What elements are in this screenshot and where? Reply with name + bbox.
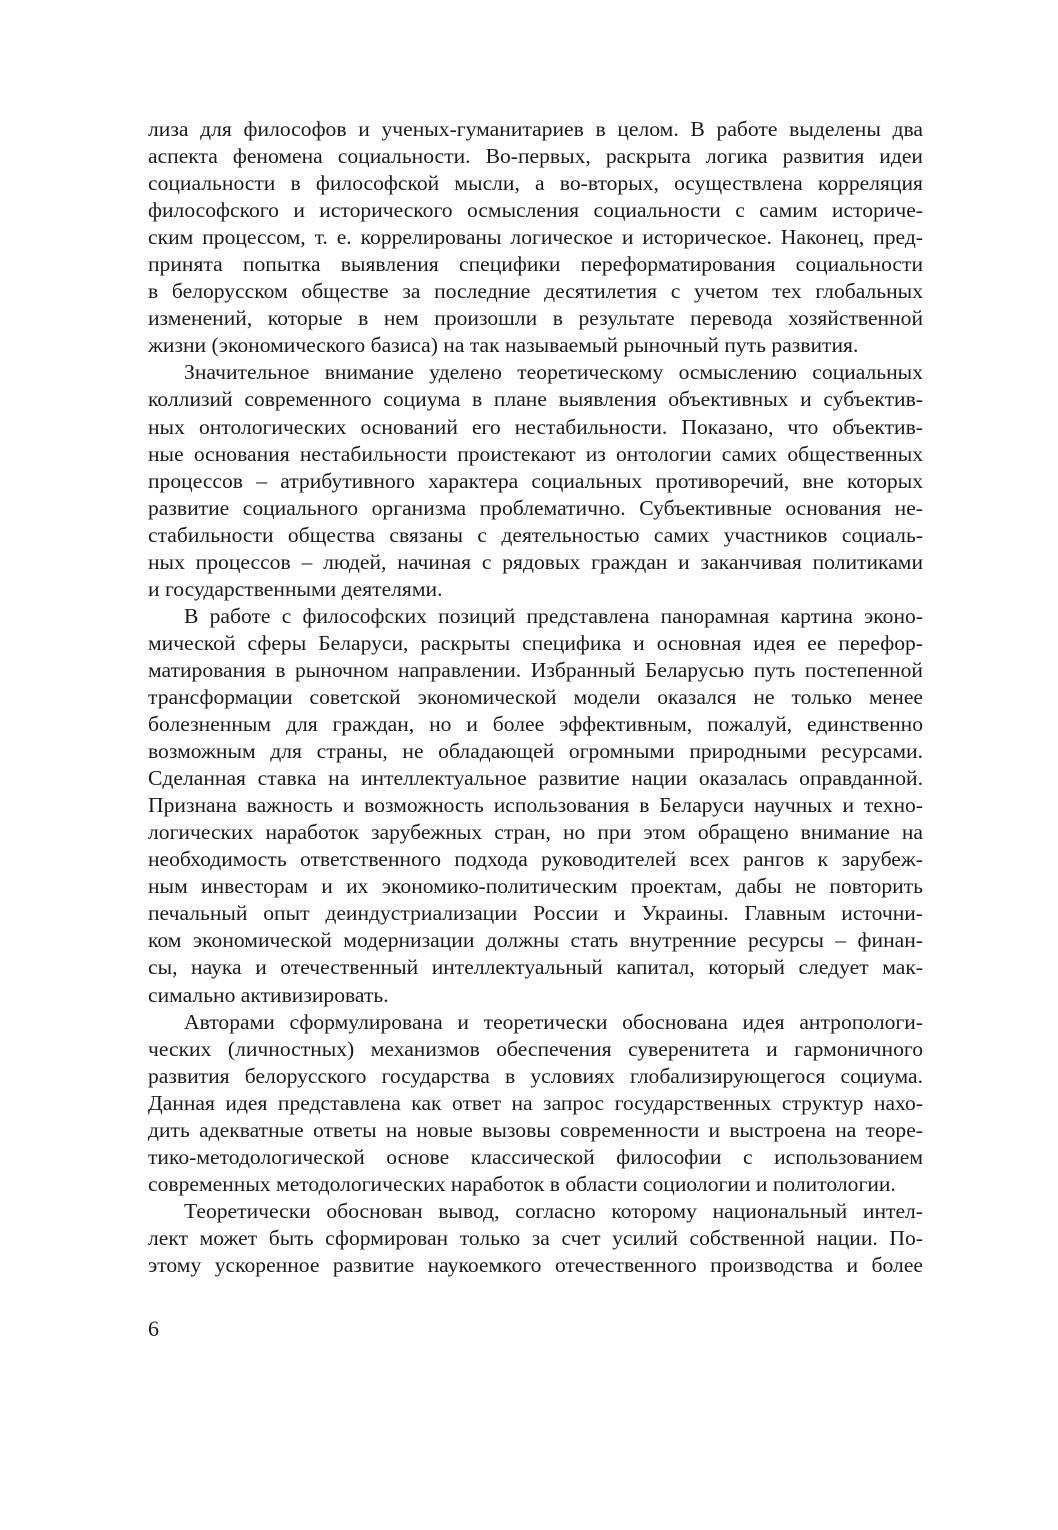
- text-line: дить адекватные ответы на новые вызовы современности и выстроена на теоре-: [148, 1117, 923, 1142]
- text-line: аспекта феномена социальности. Во-первых, раскрыта логика развития идеи: [148, 144, 923, 169]
- text-line: ческих (личностных) механизмов обеспечения суверенитета и гармоничного: [148, 1036, 923, 1061]
- text-line: ных процессов – людей, начиная с рядовых граждан и заканчивая политиками: [148, 549, 923, 574]
- text-line: ных онтологических оснований его нестабильности. Показано, что объектив-: [148, 414, 923, 439]
- text-line: необходимость ответственного подхода руководителей всех рангов к зарубеж-: [148, 847, 923, 872]
- text-line: Теоретически обоснован вывод, согласно которому национальный интел-: [184, 1198, 923, 1223]
- text-line: коллизий современного социума в плане выявления объективных и субъектив-: [148, 387, 923, 412]
- text-line: логических наработок зарубежных стран, но при этом обращено внимание на: [148, 820, 923, 845]
- text-line: болезненным для граждан, но и более эффективным, пожалуй, единственно: [148, 712, 923, 737]
- text-line: и государственными деятелями.: [148, 576, 443, 601]
- text-line: жизни (экономического базиса) на так называемый рыночный путь развития.: [148, 333, 859, 358]
- text-line: трансформации советской экономической модели оказался не только менее: [148, 684, 923, 709]
- text-line: Признана важность и возможность использования в Беларуси научных и техно-: [148, 793, 923, 818]
- text-line: процессов – атрибутивного характера социальных противоречий, вне которых: [148, 468, 923, 493]
- text-line: ные основания нестабильности проистекают из онтологии самих общественных: [148, 441, 923, 466]
- text-line: В работе с философских позиций представлена панорамная картина эконо-: [184, 603, 923, 628]
- body-text: [148, 116, 923, 1279]
- page-number: 6: [148, 1316, 159, 1341]
- text-line: Авторами сформулирована и теоретически обоснована идея антропологи-: [184, 1009, 923, 1034]
- text-line: Данная идея представлена как ответ на запрос государственных структур нахо-: [148, 1090, 923, 1115]
- text-line: этому ускоренное развитие наукоемкого отечественного производства и более: [148, 1252, 923, 1277]
- text-line: ным инвесторам и их экономико-политическим проектам, дабы не повторить: [148, 874, 923, 899]
- text-line: сы, наука и отечественный интеллектуальный капитал, который следует мак-: [148, 955, 923, 980]
- text-line: в белорусском обществе за последние десятилетия с учетом тех глобальных: [148, 279, 923, 304]
- text-line: социальности в философской мысли, а во-вторых, осуществлена корреляция: [148, 171, 923, 196]
- text-line: Сделанная ставка на интеллектуальное развитие нации оказалась оправданной.: [148, 766, 923, 791]
- text-line: развитие социального организма проблематично. Субъективные основания не-: [148, 495, 923, 520]
- text-line: лект может быть сформирован только за счет усилий собственной нации. По-: [148, 1225, 923, 1250]
- text-line: печальный опыт деиндустриализации России и Украины. Главным источни-: [148, 901, 923, 926]
- text-line: принята попытка выявления специфики переформатирования социальности: [148, 252, 923, 277]
- text-line: тико-методологической основе классической философии с использованием: [148, 1144, 923, 1169]
- text-line: матирования в рыночном направлении. Избранный Беларусью путь постепенной: [148, 657, 923, 682]
- text-line: стабильности общества связаны с деятельностью самих участников социаль-: [148, 522, 923, 547]
- text-line: ским процессом, т. е. коррелированы логическое и историческое. Наконец, пред-: [148, 225, 923, 250]
- text-line: симально активизировать.: [148, 982, 389, 1007]
- text-line: философского и исторического осмысления социальности с самим историче-: [148, 198, 923, 223]
- text-line: Значительное внимание уделено теоретическому осмыслению социальных: [184, 360, 923, 385]
- text-line: современных методологических наработок в области социологии и политологии.: [148, 1171, 896, 1196]
- text-line: лиза для философов и ученых-гуманитариев в целом. В работе выделены два: [148, 117, 923, 141]
- text-line: развития белорусского государства в условиях глобализирующегося социума.: [148, 1063, 923, 1088]
- text-line: возможным для страны, не обладающей огромными природными ресурсами.: [148, 739, 923, 764]
- text-line: мической сферы Беларуси, раскрыты специфика и основная идея ее перефор-: [148, 630, 923, 655]
- text-line: изменений, которые в нем произошли в результате перевода хозяйственной: [148, 306, 923, 331]
- text-line: ком экономической модернизации должны стать внутренние ресурсы – финан-: [148, 928, 923, 953]
